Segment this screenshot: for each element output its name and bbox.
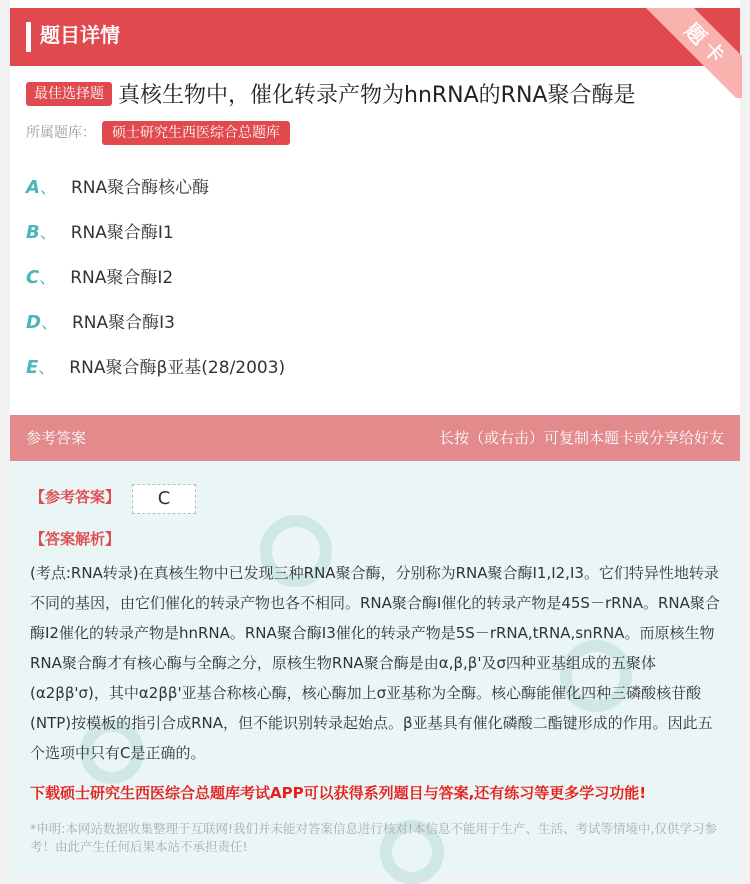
- question-library: [26, 120, 290, 146]
- option-text: RNA聚合酶核心酶: [70, 178, 210, 198]
- option-a[interactable]: [26, 175, 209, 201]
- option-c[interactable]: [26, 265, 173, 291]
- analysis-text: (考点:RNA转录)在真核生物中已发现三种RNA聚合酶，分别称为RNA聚合酶I1,I2,I3。它们特异性地转录不同的基因，由它们催化的转录产物也各不相同。RNA聚合酶I催化的转录产物是45S－rRNA。RNA聚合酶I2催化的转录产物是hnRNA。RNA聚合酶I3催化的转录产物是5S－rRNA,tRNA,snRNA。而原核生物RNA聚合酶才有核心酶与全酶之分，原核生物RNA聚合酶是由α,β,β'及σ四种亚基组成的五聚体(α2ββ'σ)，其中α2ββ'亚基合称核心酶，核心酶加上σ亚基称为全酶。核心酶能催化四种三磷酸核苷酸(NTP)按模板的指引合成RNA，但不能识别转录起始点。β亚基具有催化磷酸二酯键形成的作用。因此五个选项中只有C是正确的。: [30, 564, 720, 762]
- answer-header: [10, 415, 740, 461]
- answer-value: C: [132, 484, 196, 514]
- option-d[interactable]: [26, 310, 175, 336]
- option-separator: 、: [40, 313, 58, 333]
- option-letter: C: [26, 267, 40, 288]
- option-separator: 、: [39, 223, 57, 243]
- option-separator: 、: [39, 178, 57, 198]
- question-text: 真核生物中，催化转录产物为hnRNA的RNA聚合酶是: [118, 83, 636, 108]
- option-text: RNA聚合酶I3: [71, 313, 175, 333]
- option-text: RNA聚合酶β亚基(28/2003): [69, 358, 286, 378]
- share-hint: 长按（或右击）可复制本题卡或分享给好友: [438, 429, 724, 447]
- header-accent-bar: [26, 22, 31, 52]
- option-separator: 、: [38, 358, 56, 378]
- page-header: [10, 8, 740, 72]
- option-text: RNA聚合酶I2: [70, 268, 174, 288]
- app-download-promo[interactable]: 下载硕士研究生西医综合总题库考试APP可以获得系列题目与答案,还有练习等更多学习功能!: [30, 784, 647, 802]
- question-row: [26, 78, 726, 109]
- question-type-tag: 最佳选择题: [26, 82, 112, 106]
- option-e[interactable]: [26, 355, 285, 381]
- option-separator: 、: [39, 268, 57, 288]
- option-letter: A: [26, 177, 40, 198]
- answer-header-title: 参考答案: [26, 429, 87, 447]
- option-letter: E: [26, 357, 39, 378]
- library-label: 所属题库：: [26, 125, 96, 141]
- page-title: 题目详情: [40, 23, 120, 47]
- option-letter: D: [26, 312, 41, 333]
- corner-badge-label: 题卡: [646, 8, 742, 98]
- option-b[interactable]: [26, 220, 174, 246]
- disclaimer: *申明:本网站数据收集整理于互联网!我们并未能对答案信息进行核对!本信息不能用于生产、生活、考试等情境中,仅供学习参考！由此产生任何后果本站不承担责任!: [30, 821, 717, 854]
- answer-label: 【参考答案】: [30, 488, 121, 506]
- option-letter: B: [26, 222, 40, 243]
- library-tag[interactable]: 硕士研究生西医综合总题库: [102, 121, 290, 145]
- analysis-label: 【答案解析】: [30, 530, 121, 548]
- option-text: RNA聚合酶I1: [70, 223, 174, 243]
